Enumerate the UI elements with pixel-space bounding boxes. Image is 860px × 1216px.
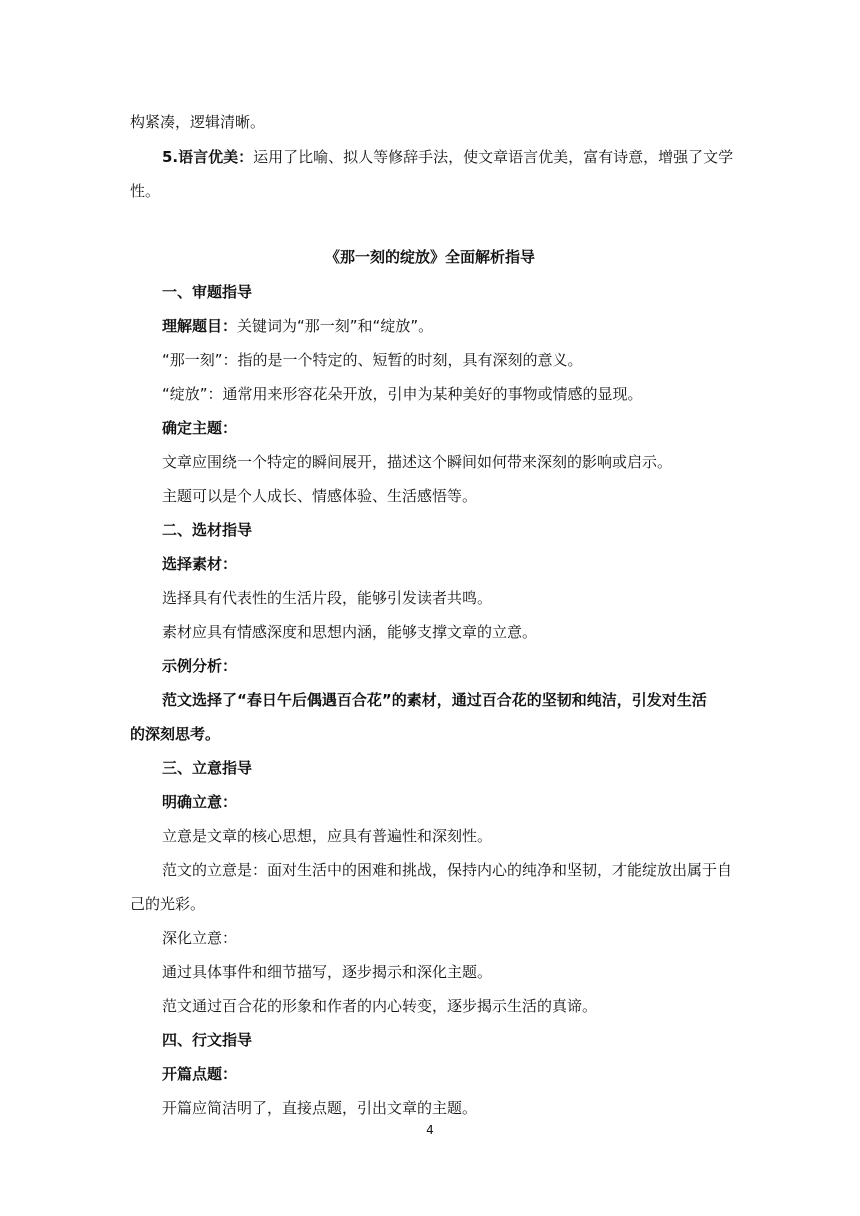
page-number: 4 xyxy=(426,1123,434,1137)
choose-label: 选择素材： xyxy=(162,555,238,573)
section1-heading: 一、审题指导 xyxy=(162,283,253,301)
point5-label: 5.语言优美： xyxy=(162,148,254,166)
deepen-line1: 通过具体事件和细节描写，逐步揭示和深化主题。 xyxy=(162,963,493,981)
top-continuation-text: 构紧凑，逻辑清晰。 xyxy=(130,113,266,131)
section2-heading: 二、选材指导 xyxy=(162,521,253,539)
deepen-label: 深化立意： xyxy=(162,929,238,947)
deepen-line2: 范文通过百合花的形象和作者的内心转变，逐步揭示生活的真谛。 xyxy=(162,997,598,1015)
choose-line1: 选择具有代表性的生活片段，能够引发读者共鸣。 xyxy=(162,589,493,607)
clear-label: 明确立意： xyxy=(162,793,238,811)
example-line1: 范文选择了“春日午后偶遇百合花”的素材，通过百合花的坚韧和纯洁，引发对生活 xyxy=(162,691,707,709)
clear-line1: 立意是文章的核心思想，应具有普遍性和深刻性。 xyxy=(162,827,493,845)
example-line2: 的深刻思考。 xyxy=(130,725,221,743)
clear-line2a: 范文的立意是：面对生活中的困难和挑战，保持内心的纯净和坚韧，才能绽放出属于自 xyxy=(162,861,733,879)
opening-label: 开篇点题： xyxy=(162,1065,238,1083)
theme-line2: 主题可以是个人成长、情感体验、生活感悟等。 xyxy=(162,487,478,505)
moment-definition: “那一刻”：指的是一个特定的、短暂的时刻，具有深刻的意义。 xyxy=(162,351,583,369)
theme-line1: 文章应围绕一个特定的瞬间展开，描述这个瞬间如何带来深刻的影响或启示。 xyxy=(162,453,673,471)
understand-text: 关键词为“那一刻”和“绽放”。 xyxy=(237,317,434,335)
choose-line2: 素材应具有情感深度和思想内涵，能够支撑文章的立意。 xyxy=(162,623,538,641)
point5-line2: 性。 xyxy=(130,182,161,200)
opening-line1: 开篇应简洁明了，直接点题，引出文章的主题。 xyxy=(162,1099,478,1117)
section3-heading: 三、立意指导 xyxy=(162,759,253,777)
clear-line2b: 己的光彩。 xyxy=(130,895,206,913)
understand-label: 理解题目： xyxy=(162,317,238,335)
guide-title: 《那一刻的绽放》全面解析指导 xyxy=(324,248,535,266)
theme-label: 确定主题： xyxy=(162,419,238,437)
understand-title-line xyxy=(162,316,762,336)
point5-text: 运用了比喻、拟人等修辞手法，使文章语言优美，富有诗意，增强了文学 xyxy=(253,148,734,166)
section4-heading: 四、行文指导 xyxy=(162,1031,253,1049)
example-label: 示例分析： xyxy=(162,657,238,675)
point5-line1 xyxy=(162,147,762,167)
bloom-definition: “绽放”：通常用来形容花朵开放，引申为某种美好的事物或情感的显现。 xyxy=(162,385,643,403)
